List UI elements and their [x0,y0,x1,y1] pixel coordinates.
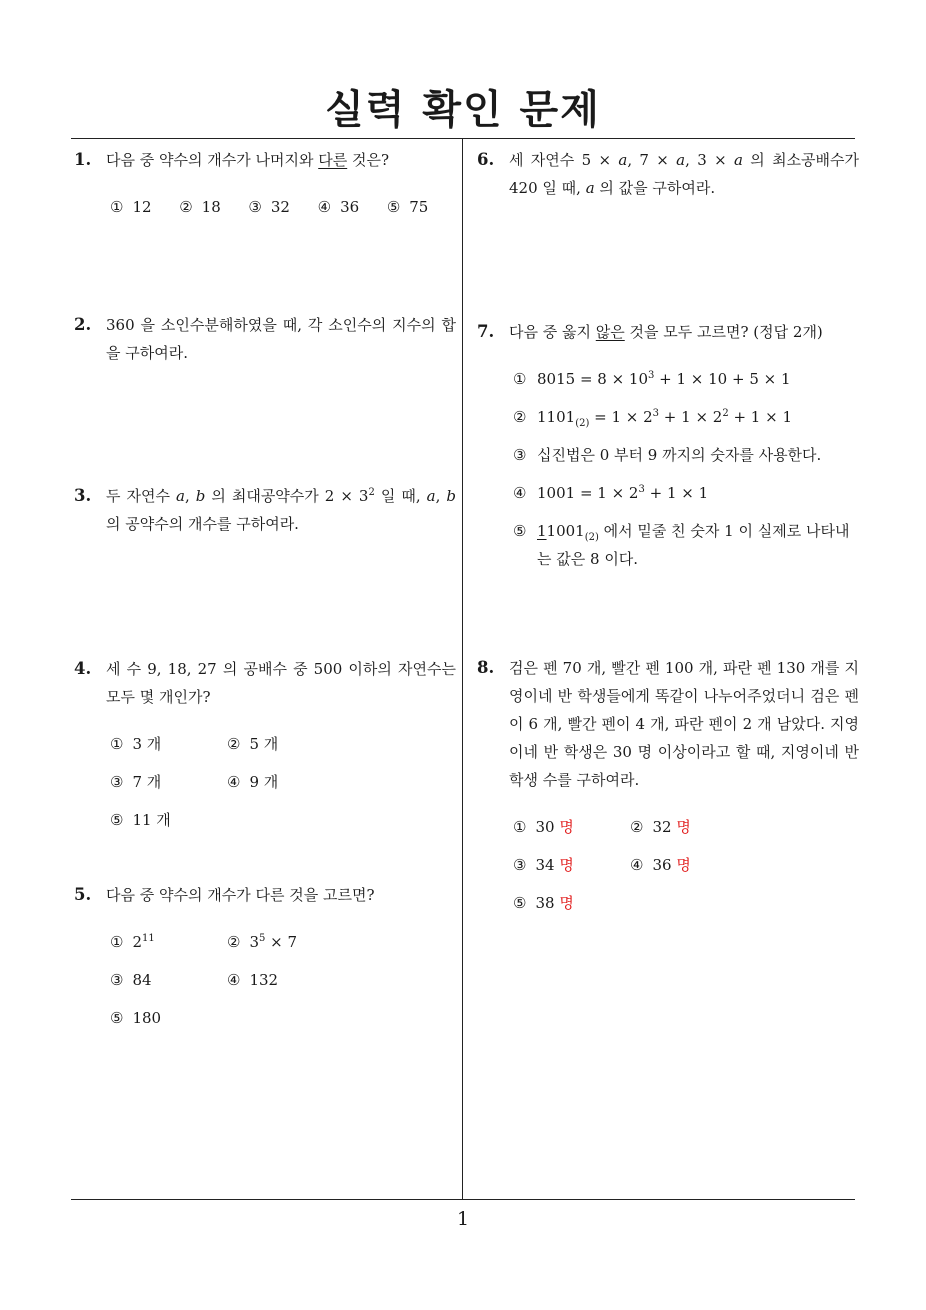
option-4[interactable]: ④ 132 [227,971,279,989]
page-title: 실력 확인 문제 [325,87,601,133]
option-3[interactable]: ③ 84 [110,971,152,989]
option-5[interactable]: ⑤ 180 [110,1009,162,1027]
answer-options [513,813,859,917]
question-number: 5. [74,885,92,904]
question-5 [74,881,456,1032]
answer-options [110,928,456,1032]
answer-options [513,365,859,573]
option-1[interactable]: ① 30 명 [513,818,574,836]
option-1[interactable]: ① $8015 = 8 \times 10^3 + 1 \times 10 + 5 \times 1$ [513,370,791,388]
option-5[interactable]: ⑤ 11 개 [110,811,171,829]
answer-options [110,193,456,221]
question-text: 다음 중 옳지 않은 것을 모두 고르면? (정답 2개) [509,323,823,341]
question-3 [74,482,456,538]
option-2[interactable]: ② 32 명 [630,818,691,836]
option-1[interactable]: ① 3 개 [110,735,162,753]
option-4[interactable]: ④ 36 [317,198,360,216]
option-2[interactable]: ② $1101_{(2)} = 1 \times 2^3 + 1 \times 2^2 + 1 \times 1$ [513,408,792,429]
column-divider [462,139,463,1199]
question-text: 360 을 소인수분해하였을 때, 각 소인수의 지수의 합을 구하여라. [106,316,456,362]
option-3[interactable]: ③ 십진법은 0 부터 9 까지의 숫자를 사용한다. [513,446,822,464]
question-4 [74,655,456,834]
underlined-word: 않은 [595,323,625,341]
question-number: 3. [74,486,92,505]
underlined-word: 다른 [318,151,348,169]
answer-options [110,730,456,834]
top-rule [71,138,855,139]
question-number: 8. [477,658,495,677]
question-6 [477,146,859,202]
option-5[interactable]: ⑤ 75 [386,198,429,216]
question-text: 두 자연수 a, b 의 최대공약수가 $2 \times 3^2$ 일 때, a, b 의 공약수의 개수를 구하여라. [106,487,456,533]
question-text: 다음 중 약수의 개수가 나머지와 다른 것은? [106,151,389,169]
option-1[interactable]: ① 12 [110,198,152,216]
question-2 [74,311,456,367]
question-1 [74,146,456,221]
underlined-digit: 1 [537,522,547,540]
question-text: 세 자연수 5 × a, 7 × a, 3 × a 의 최소공배수가 420 일 때, a 의 값을 구하여라. [509,151,860,197]
question-7 [477,318,859,583]
option-5[interactable]: ⑤ 38 명 [513,894,574,912]
question-text: 세 수 9, 18, 27 의 공배수 중 500 이하의 자연수는 모두 몇 개인가? [106,660,456,706]
question-number: 2. [74,315,92,334]
option-4[interactable]: ④ $1001 = 1 \times 2^3 + 1 \times 1$ [513,484,709,502]
option-4[interactable]: ④ 36 명 [630,856,691,874]
question-number: 1. [74,150,92,169]
question-8 [477,654,859,917]
question-number: 4. [74,659,92,678]
option-2[interactable]: ② 5 개 [227,735,279,753]
page-number: 1 [456,1208,470,1230]
option-3[interactable]: ③ 32 [248,198,290,216]
option-3[interactable]: ③ 7 개 [110,773,162,791]
question-text: 다음 중 약수의 개수가 다른 것을 고르면? [106,886,375,904]
option-2[interactable]: ② $3^5 \times 7$ [227,933,298,951]
option-3[interactable]: ③ 34 명 [513,856,574,874]
question-text: 검은 펜 70 개, 빨간 펜 100 개, 파란 펜 130 개를 지영이네 반 학생들에게 똑같이 나누어주었더니 검은 펜이 6 개, 빨간 펜이 4 개, 파란 펜이 2 개 남았다. 지영이네 반 학생은 30 명 이상이라고 할 때, 지영이네 반 학생 수를 구하여라. [509,659,859,789]
question-number: 6. [477,150,495,169]
option-5[interactable]: ⑤ $11001_{(2)}$ 에서 밑줄 친 숫자 1 이 실제로 나타내는 값은 8 이다. [513,522,850,568]
question-number: 7. [477,322,495,341]
option-1[interactable]: ① $2^{11}$ [110,933,155,951]
bottom-rule [71,1199,855,1200]
option-4[interactable]: ④ 9 개 [227,773,279,791]
option-2[interactable]: ② 18 [179,198,221,216]
